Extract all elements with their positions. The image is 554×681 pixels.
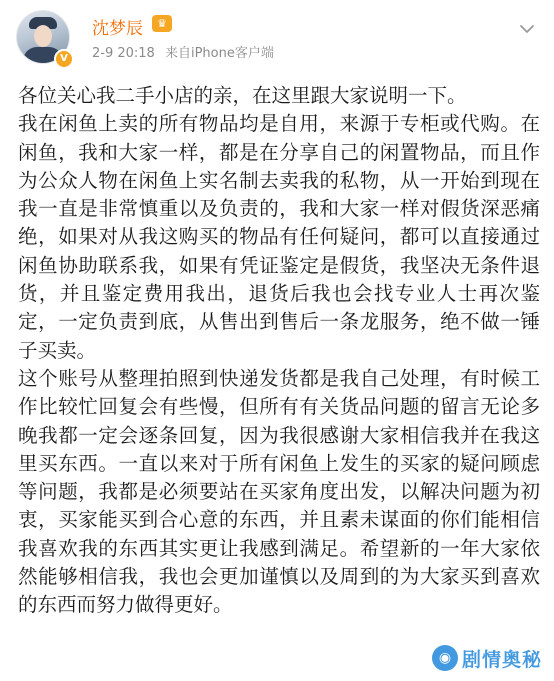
vip-member-icon: ♛ <box>152 15 172 32</box>
post-paragraph: 各位关心我二手小店的亲，在这里跟大家说明一下。 <box>18 84 467 107</box>
post-meta <box>92 42 274 61</box>
post-header <box>0 0 554 78</box>
post-content <box>18 82 540 620</box>
watermark-text: 剧情奥秘 <box>461 648 542 671</box>
verified-badge-icon: V <box>54 49 74 69</box>
post-time: 2-9 20:18 <box>92 46 155 61</box>
post-paragraph: 这个账号从整理拍照到快递发货都是我自己处理，有时候工作比较忙回复会有些慢，但所有有关货品问题的留言无论多晚我都一定会逐条回复，因为我很感谢大家相信我并在我这里买东西。一直以来对于所有闲鱼上发生的买家的疑问顾虑等问题，我都是必须要站在买家角度出发，以解决问题为初衷，买家能买到合心意的东西，并且素未谋面的你们能相信我喜欢我的东西其实更让我感到满足。希望新的一年大家依然能够相信我，我也会更加谨慎以及周到的为大家买到喜欢的东西而努力做得更好。 <box>18 366 540 617</box>
watermark-logo-icon: ◉ <box>432 645 458 671</box>
post-source[interactable]: 来自iPhone客户端 <box>164 46 274 61</box>
avatar[interactable] <box>16 10 72 66</box>
chevron-down-icon <box>516 18 538 40</box>
username[interactable]: 沈梦辰 <box>92 19 143 39</box>
post-paragraph: 我在闲鱼上卖的所有物品均是自用，来源于专柜或代购。在闲鱼，我和大家一样，都是在分享自己的闲置物品，而且作为公众人物在闲鱼上实名制去卖我的私物，从一开始到现在我一直是非常慎重以及负责的，我和大家一样对假货深恶痛绝，如果对从我这购买的物品有任何疑问，都可以直接通过闲鱼协助联系我，如果有凭证鉴定是假货，我坚决无条件退货，并且鉴定费用我出，退货后我也会找专业人士再次鉴定，一定负责到底，从售出到售后一条龙服务，绝不做一锤子买卖。 <box>18 112 540 362</box>
more-options-button[interactable] <box>516 18 538 40</box>
watermark <box>432 643 542 673</box>
